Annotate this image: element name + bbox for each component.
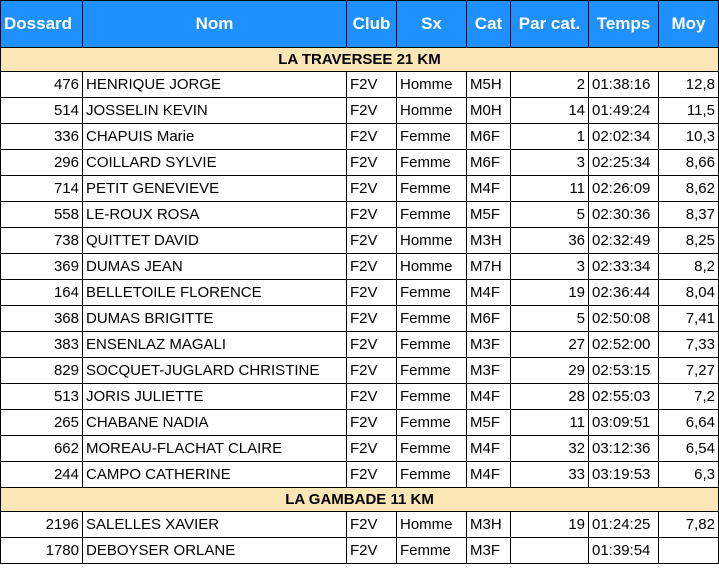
dossard-cell: 476 bbox=[1, 72, 83, 98]
moy-cell: 6,54 bbox=[659, 436, 719, 462]
cat-cell: M4F bbox=[467, 384, 511, 410]
dossard-header: Dossard bbox=[1, 1, 83, 48]
temps-cell: 02:30:36 bbox=[589, 202, 659, 228]
table-row bbox=[1, 150, 719, 176]
sx-cell: Femme bbox=[397, 410, 467, 436]
table-row bbox=[1, 124, 719, 150]
sx-cell: Homme bbox=[397, 72, 467, 98]
nom-cell: QUITTET DAVID bbox=[83, 228, 347, 254]
sx-cell: Femme bbox=[397, 358, 467, 384]
sx-cell: Homme bbox=[397, 254, 467, 280]
temps-cell: 02:52:00 bbox=[589, 332, 659, 358]
dossard-cell: 738 bbox=[1, 228, 83, 254]
moy-cell: 6,64 bbox=[659, 410, 719, 436]
dossard-cell: 1780 bbox=[1, 538, 83, 564]
moy-cell: 7,2 bbox=[659, 384, 719, 410]
par-cat-cell: 3 bbox=[511, 254, 589, 280]
moy-cell: 8,25 bbox=[659, 228, 719, 254]
cat-cell: M5H bbox=[467, 72, 511, 98]
section-title: LA TRAVERSEE 21 KM bbox=[1, 48, 719, 72]
nom-cell: CAMPO CATHERINE bbox=[83, 462, 347, 488]
section-header-row bbox=[1, 48, 719, 72]
cat-cell: M5F bbox=[467, 202, 511, 228]
moy-cell: 7,27 bbox=[659, 358, 719, 384]
cat-cell: M3F bbox=[467, 332, 511, 358]
cat-cell: M4F bbox=[467, 436, 511, 462]
sx-cell: Femme bbox=[397, 176, 467, 202]
temps-header: Temps bbox=[589, 1, 659, 48]
par-cat-cell: 36 bbox=[511, 228, 589, 254]
moy-cell: 7,33 bbox=[659, 332, 719, 358]
nom-cell: CHABANE NADIA bbox=[83, 410, 347, 436]
club-cell: F2V bbox=[347, 332, 397, 358]
club-cell: F2V bbox=[347, 124, 397, 150]
moy-cell: 7,82 bbox=[659, 512, 719, 538]
moy-cell: 12,8 bbox=[659, 72, 719, 98]
nom-cell: LE-ROUX ROSA bbox=[83, 202, 347, 228]
dossard-cell: 662 bbox=[1, 436, 83, 462]
club-cell: F2V bbox=[347, 306, 397, 332]
sx-cell: Femme bbox=[397, 306, 467, 332]
sx-cell: Femme bbox=[397, 538, 467, 564]
dossard-cell: 558 bbox=[1, 202, 83, 228]
cat-cell: M3H bbox=[467, 512, 511, 538]
moy-cell: 8,37 bbox=[659, 202, 719, 228]
nom-header: Nom bbox=[83, 1, 347, 48]
nom-cell: PETIT GENEVIEVE bbox=[83, 176, 347, 202]
moy-cell: 11,5 bbox=[659, 98, 719, 124]
sx-cell: Femme bbox=[397, 436, 467, 462]
club-cell: F2V bbox=[347, 538, 397, 564]
sx-cell: Homme bbox=[397, 98, 467, 124]
sx-cell: Femme bbox=[397, 202, 467, 228]
dossard-cell: 369 bbox=[1, 254, 83, 280]
dossard-cell: 514 bbox=[1, 98, 83, 124]
cat-cell: M3F bbox=[467, 358, 511, 384]
table-row bbox=[1, 332, 719, 358]
table-row bbox=[1, 176, 719, 202]
dossard-cell: 513 bbox=[1, 384, 83, 410]
club-cell: F2V bbox=[347, 72, 397, 98]
moy-cell: 10,3 bbox=[659, 124, 719, 150]
table-row bbox=[1, 538, 719, 564]
nom-cell: JOSSELIN KEVIN bbox=[83, 98, 347, 124]
moy-cell: 8,04 bbox=[659, 280, 719, 306]
par-cat-cell: 5 bbox=[511, 202, 589, 228]
temps-cell: 02:02:34 bbox=[589, 124, 659, 150]
dossard-cell: 829 bbox=[1, 358, 83, 384]
cat-cell: M0H bbox=[467, 98, 511, 124]
par-cat-cell: 29 bbox=[511, 358, 589, 384]
club-cell: F2V bbox=[347, 512, 397, 538]
temps-cell: 03:19:53 bbox=[589, 462, 659, 488]
club-cell: F2V bbox=[347, 462, 397, 488]
par-cat-cell: 28 bbox=[511, 384, 589, 410]
nom-cell: SALELLES XAVIER bbox=[83, 512, 347, 538]
club-cell: F2V bbox=[347, 228, 397, 254]
cat-cell: M6F bbox=[467, 306, 511, 332]
par-cat-cell: 1 bbox=[511, 124, 589, 150]
nom-cell: JORIS JULIETTE bbox=[83, 384, 347, 410]
cat-cell: M6F bbox=[467, 124, 511, 150]
dossard-cell: 714 bbox=[1, 176, 83, 202]
club-header: Club bbox=[347, 1, 397, 48]
nom-cell: SOCQUET-JUGLARD CHRISTINE bbox=[83, 358, 347, 384]
dossard-cell: 336 bbox=[1, 124, 83, 150]
nom-cell: MOREAU-FLACHAT CLAIRE bbox=[83, 436, 347, 462]
cat-cell: M3F bbox=[467, 538, 511, 564]
cat-cell: M6F bbox=[467, 150, 511, 176]
table-row bbox=[1, 436, 719, 462]
club-cell: F2V bbox=[347, 202, 397, 228]
par-cat-cell: 33 bbox=[511, 462, 589, 488]
club-cell: F2V bbox=[347, 254, 397, 280]
cat-cell: M4F bbox=[467, 176, 511, 202]
nom-cell: BELLETOILE FLORENCE bbox=[83, 280, 347, 306]
table-row bbox=[1, 280, 719, 306]
club-cell: F2V bbox=[347, 280, 397, 306]
temps-cell: 01:39:54 bbox=[589, 538, 659, 564]
par-cat-cell: 11 bbox=[511, 410, 589, 436]
club-cell: F2V bbox=[347, 384, 397, 410]
dossard-cell: 2196 bbox=[1, 512, 83, 538]
cat-cell: M5F bbox=[467, 410, 511, 436]
moy-header: Moy bbox=[659, 1, 719, 48]
moy-cell: 7,41 bbox=[659, 306, 719, 332]
nom-cell: ENSENLAZ MAGALI bbox=[83, 332, 347, 358]
par-cat-header: Par cat. bbox=[511, 1, 589, 48]
par-cat-cell: 19 bbox=[511, 512, 589, 538]
moy-cell: 8,66 bbox=[659, 150, 719, 176]
cat-header: Cat bbox=[467, 1, 511, 48]
par-cat-cell: 5 bbox=[511, 306, 589, 332]
temps-cell: 03:09:51 bbox=[589, 410, 659, 436]
temps-cell: 01:24:25 bbox=[589, 512, 659, 538]
moy-cell bbox=[659, 538, 719, 564]
nom-cell: HENRIQUE JORGE bbox=[83, 72, 347, 98]
par-cat-cell: 14 bbox=[511, 98, 589, 124]
temps-cell: 02:25:34 bbox=[589, 150, 659, 176]
sx-cell: Femme bbox=[397, 124, 467, 150]
nom-cell: DUMAS BRIGITTE bbox=[83, 306, 347, 332]
dossard-cell: 244 bbox=[1, 462, 83, 488]
cat-cell: M3H bbox=[467, 228, 511, 254]
temps-cell: 02:32:49 bbox=[589, 228, 659, 254]
club-cell: F2V bbox=[347, 150, 397, 176]
temps-cell: 03:12:36 bbox=[589, 436, 659, 462]
table-row bbox=[1, 72, 719, 98]
table-row bbox=[1, 384, 719, 410]
club-cell: F2V bbox=[347, 358, 397, 384]
dossard-cell: 265 bbox=[1, 410, 83, 436]
nom-cell: DEBOYSER ORLANE bbox=[83, 538, 347, 564]
par-cat-cell: 27 bbox=[511, 332, 589, 358]
sx-cell: Femme bbox=[397, 384, 467, 410]
sx-cell: Femme bbox=[397, 332, 467, 358]
table-row bbox=[1, 512, 719, 538]
temps-cell: 02:26:09 bbox=[589, 176, 659, 202]
header-row bbox=[1, 1, 719, 48]
table-row bbox=[1, 254, 719, 280]
sx-header: Sx bbox=[397, 1, 467, 48]
table-row bbox=[1, 462, 719, 488]
nom-cell: CHAPUIS Marie bbox=[83, 124, 347, 150]
club-cell: F2V bbox=[347, 436, 397, 462]
dossard-cell: 164 bbox=[1, 280, 83, 306]
dossard-cell: 383 bbox=[1, 332, 83, 358]
temps-cell: 02:36:44 bbox=[589, 280, 659, 306]
temps-cell: 01:38:16 bbox=[589, 72, 659, 98]
cat-cell: M4F bbox=[467, 462, 511, 488]
table-row bbox=[1, 202, 719, 228]
sx-cell: Homme bbox=[397, 512, 467, 538]
dossard-cell: 296 bbox=[1, 150, 83, 176]
dossard-cell: 368 bbox=[1, 306, 83, 332]
par-cat-cell: 2 bbox=[511, 72, 589, 98]
nom-cell: DUMAS JEAN bbox=[83, 254, 347, 280]
club-cell: F2V bbox=[347, 98, 397, 124]
moy-cell: 8,2 bbox=[659, 254, 719, 280]
section-header-row bbox=[1, 488, 719, 512]
club-cell: F2V bbox=[347, 410, 397, 436]
moy-cell: 6,3 bbox=[659, 462, 719, 488]
table-row bbox=[1, 98, 719, 124]
table-row bbox=[1, 358, 719, 384]
par-cat-cell: 19 bbox=[511, 280, 589, 306]
sx-cell: Femme bbox=[397, 150, 467, 176]
temps-cell: 02:55:03 bbox=[589, 384, 659, 410]
sx-cell: Homme bbox=[397, 228, 467, 254]
club-cell: F2V bbox=[347, 176, 397, 202]
temps-cell: 01:49:24 bbox=[589, 98, 659, 124]
results-body bbox=[1, 48, 719, 564]
par-cat-cell bbox=[511, 538, 589, 564]
moy-cell: 8,62 bbox=[659, 176, 719, 202]
par-cat-cell: 11 bbox=[511, 176, 589, 202]
section-title: LA GAMBADE 11 KM bbox=[1, 488, 719, 512]
sx-cell: Femme bbox=[397, 280, 467, 306]
temps-cell: 02:50:08 bbox=[589, 306, 659, 332]
cat-cell: M4F bbox=[467, 280, 511, 306]
table-row bbox=[1, 306, 719, 332]
sx-cell: Femme bbox=[397, 462, 467, 488]
temps-cell: 02:53:15 bbox=[589, 358, 659, 384]
par-cat-cell: 32 bbox=[511, 436, 589, 462]
nom-cell: COILLARD SYLVIE bbox=[83, 150, 347, 176]
table-row bbox=[1, 228, 719, 254]
table-row bbox=[1, 410, 719, 436]
cat-cell: M7H bbox=[467, 254, 511, 280]
par-cat-cell: 3 bbox=[511, 150, 589, 176]
temps-cell: 02:33:34 bbox=[589, 254, 659, 280]
